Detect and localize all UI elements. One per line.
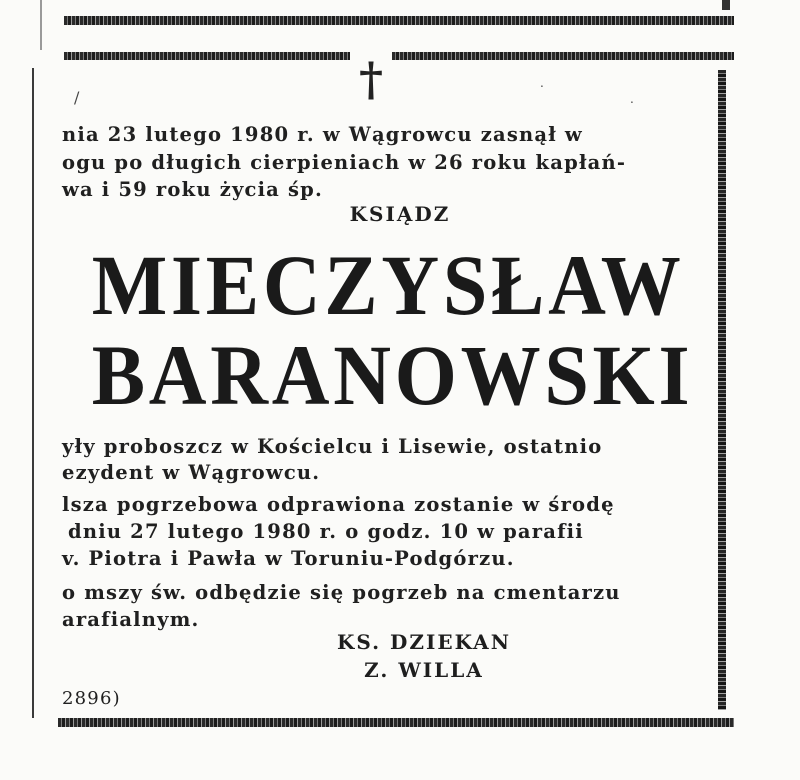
bottom-border: [58, 718, 734, 727]
speck-mark: .: [540, 76, 544, 90]
text-line: ezydent w Wągrowcu.: [62, 461, 321, 484]
text-line: lsza pogrzebowa odprawiona zostanie w środę: [62, 493, 615, 516]
top-left-edge-line: [40, 0, 42, 50]
speck-mark: .: [630, 92, 634, 106]
corner-mark: [722, 0, 730, 10]
text-line: wa i 59 roku życia śp.: [62, 178, 323, 201]
text-line: v. Piotra i Pawła w Toruniu-Podgórzu.: [62, 547, 515, 570]
deceased-last-name: BARANOWSKI: [91, 327, 694, 423]
text-line: nia 23 lutego 1980 r. w Wągrowcu zasnął w: [62, 123, 583, 146]
text-line: o mszy św. odbędzie się pogrzeb na cmentarzu: [62, 581, 621, 604]
text-line: ogu po długich cierpieniach w 26 roku kapłań-: [62, 151, 627, 174]
upper-border-right: [392, 52, 734, 60]
signature-line: Z. WILLA: [364, 658, 484, 682]
top-border: [64, 16, 734, 25]
text-line: yły proboszcz w Kościelcu i Lisewie, ostatnio: [62, 435, 603, 458]
text-line: dniu 27 lutego 1980 r. o godz. 10 w parafii: [68, 520, 584, 543]
signature-line: KS. DZIEKAN: [337, 630, 511, 654]
title-line: KSIĄDZ: [349, 202, 451, 226]
left-edge-line: [32, 68, 34, 718]
deceased-first-name: MIECZYSŁAW: [91, 237, 685, 333]
text-line: arafialnym.: [62, 608, 200, 631]
upper-border-left: [64, 52, 350, 60]
cross-icon: †: [358, 52, 384, 106]
speck-mark: /: [74, 88, 80, 107]
reference-number: 2896): [62, 688, 121, 709]
